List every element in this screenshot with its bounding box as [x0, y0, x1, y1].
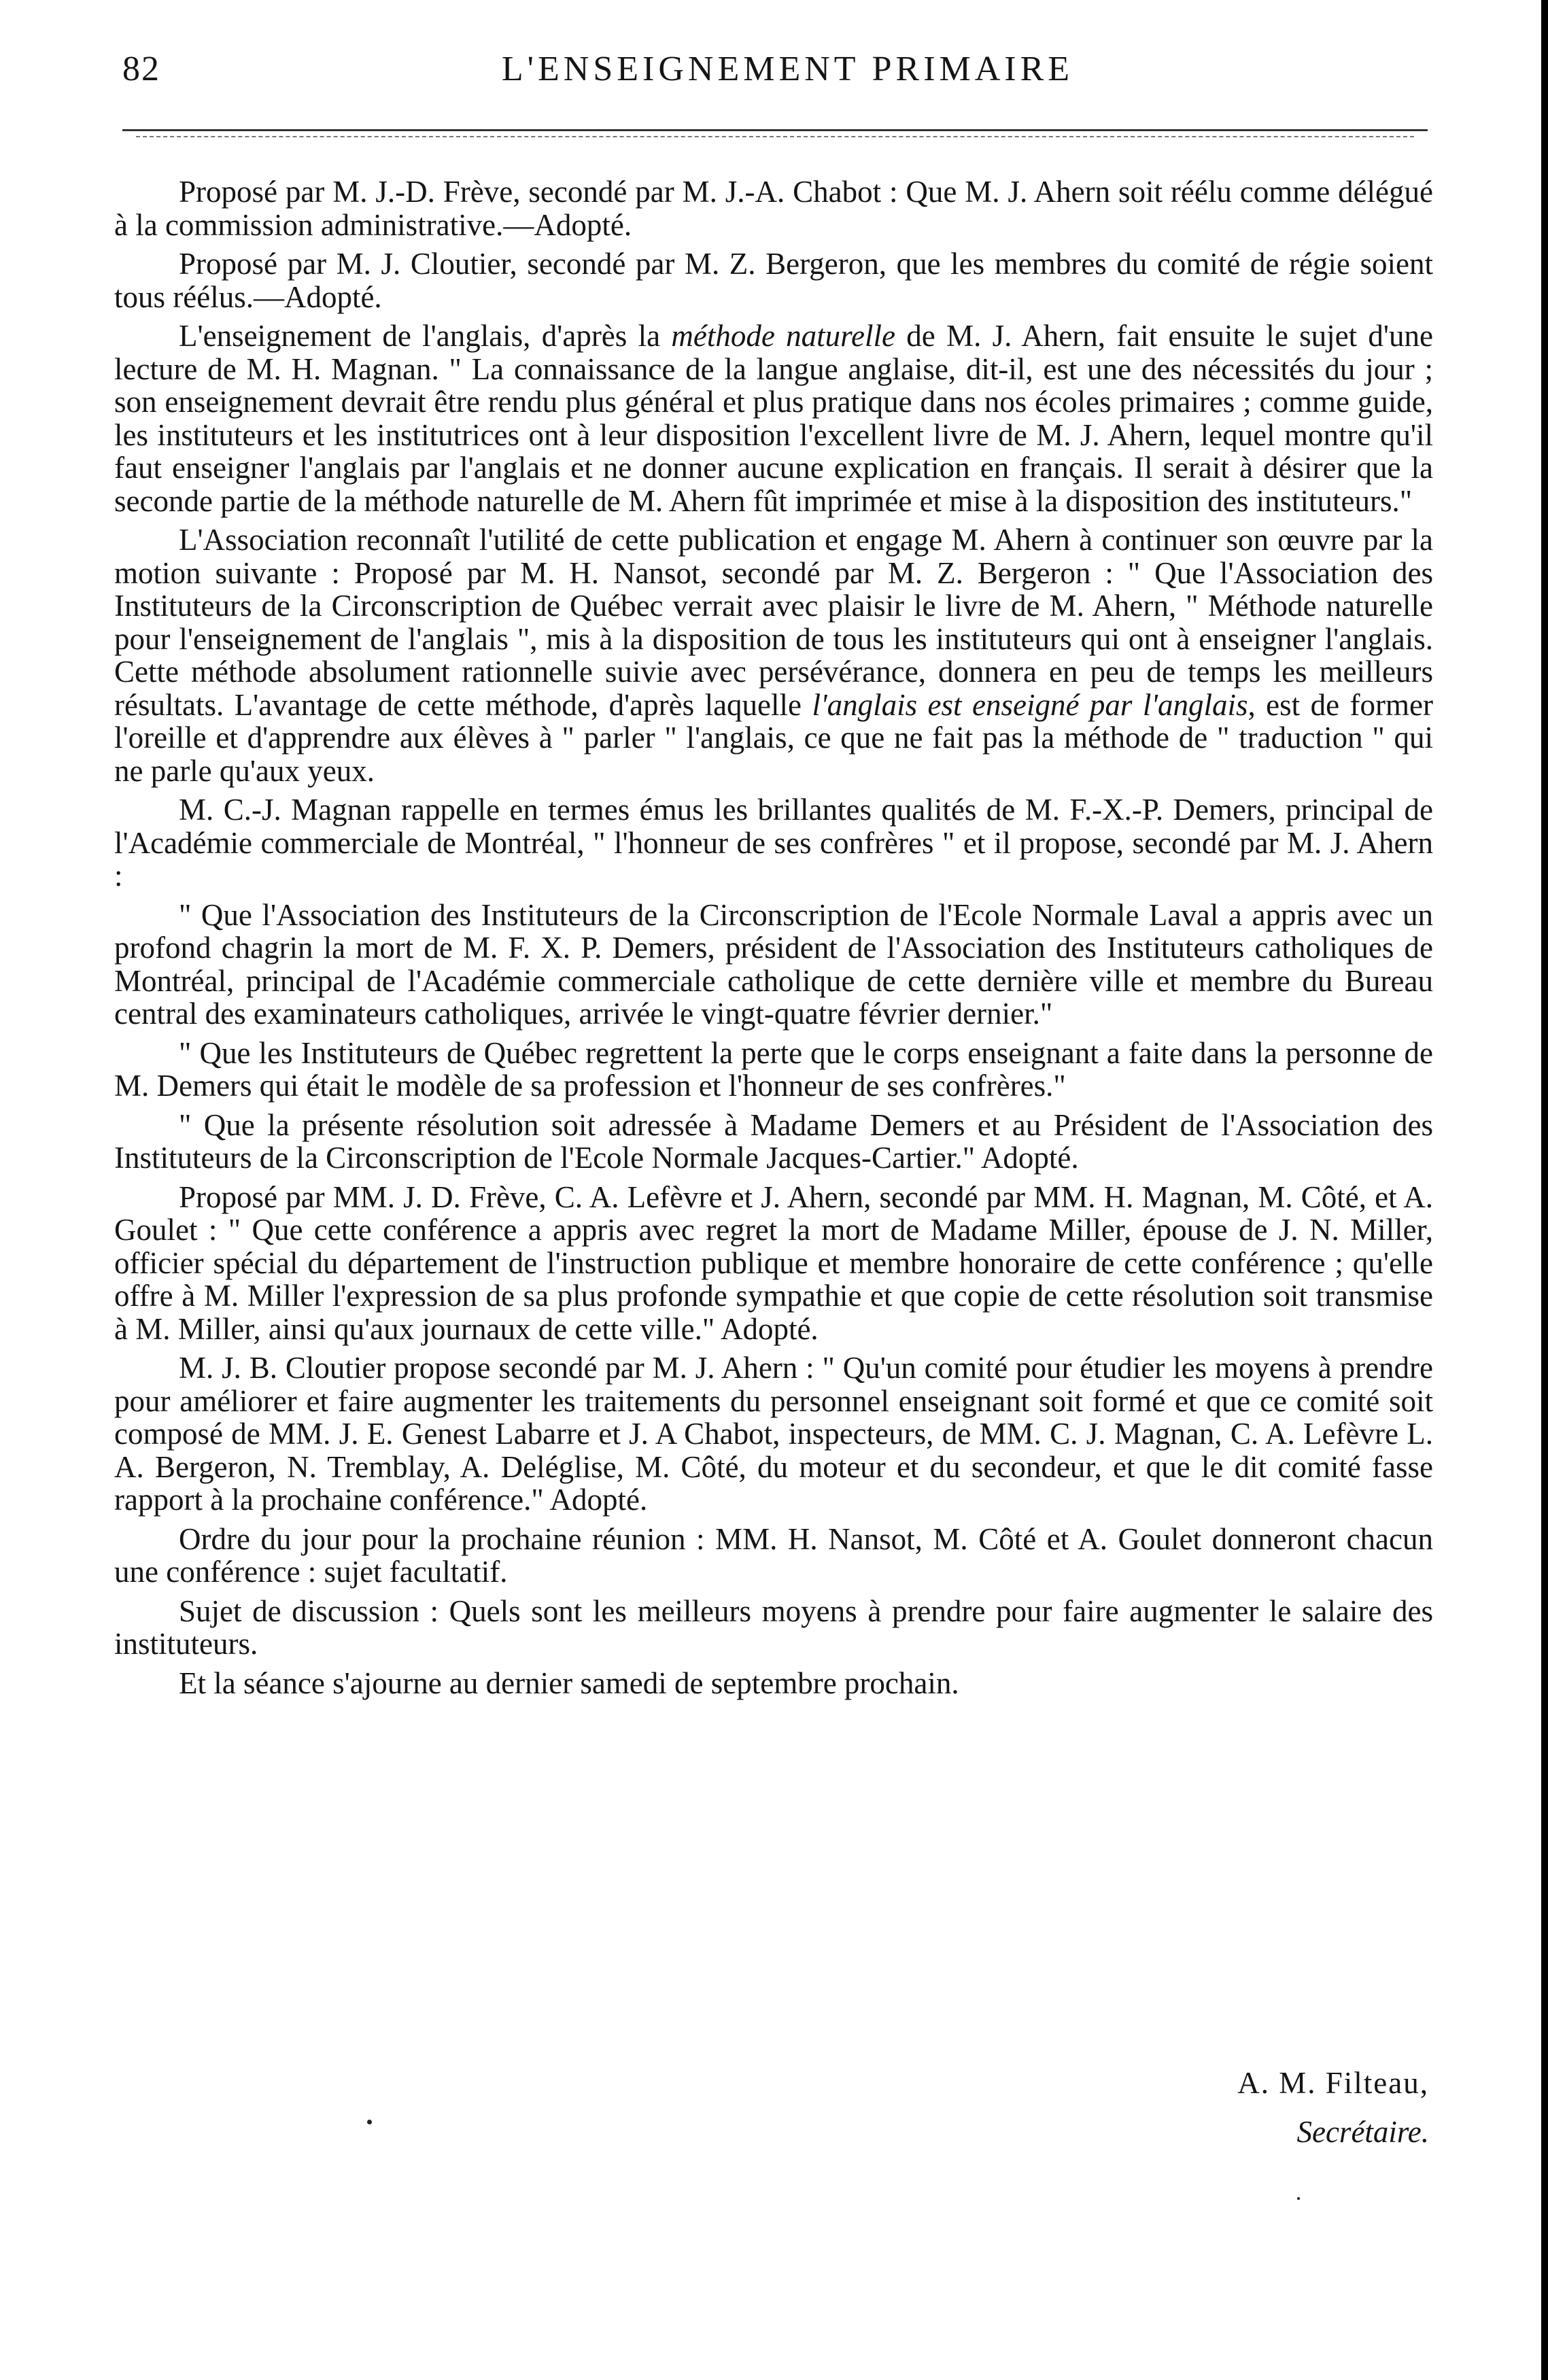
- paragraph-comite-traitements: M. J. B. Cloutier propose secondé par M. J. Ahern : " Qu'un comité pour étudier les moyens à prendre pour améliorer et faire augmenter les traitements du personnel enseignant soit formé et que ce comité soit composé de MM. J. E. Genest Labarre et J. A Chabot, inspecteurs, de MM. C. J. Magnan, C. A. Lefèvre L. A. Bergeron, N. Tremblay, A. Deléglise, M. Côté, du moteur et du secondeur, et que le dit comité fasse rapport à la prochaine conférence." Adopté.: [114, 1351, 1433, 1517]
- scan-speck: [1297, 2197, 1300, 2200]
- secretary-name: A. M. Filteau,: [1237, 2066, 1429, 2100]
- paragraph-comite-regie: Proposé par M. J. Cloutier, secondé par M. Z. Bergeron, que les membres du comité de régie soient tous réélus.—Adopté.: [114, 247, 1433, 314]
- scan-speck: [367, 2120, 372, 2124]
- running-title: L'ENSEIGNEMENT PRIMAIRE: [501, 50, 1074, 88]
- signature-block: [1237, 2058, 1429, 2156]
- paragraph-magnan-demers: M. C.-J. Magnan rappelle en termes émus les brillantes qualités de M. F.-X.-P. Demers, principal de l'Académie commerciale de Montréal, " l'honneur de ses confrères " et il propose, secondé par M. J. Ahern :: [114, 793, 1433, 893]
- scan-edge: [1541, 0, 1548, 2380]
- paragraph-motion-nansot: L'Association reconnaît l'utilité de cette publication et engage M. Ahern à continuer son œuvre par la motion suivante : Proposé par M. H. Nansot, secondé par M. Z. Bergeron : " Que l'Association des Instituteurs de la Circonscription de Québec verrait avec plaisir le livre de M. Ahern, " Méthode naturelle pour l'enseignement de l'anglais ", mis à la disposition de tous les instituteurs qui ont à enseigner l'anglais. Cette méthode absolument rationnelle suivie avec persévérance, donnera en peu de temps les meilleurs résultats. L'avantage de cette méthode, d'après laquelle l'anglais est enseigné par l'anglais, est de former l'oreille et d'apprendre aux élèves à " parler " l'anglais, ce que ne fait pas la méthode de " traduction " qui ne parle qu'aux yeux.: [114, 523, 1433, 788]
- article-body: [114, 175, 1433, 1706]
- paragraph-enseignement-anglais: L'enseignement de l'anglais, d'après la méthode naturelle de M. J. Ahern, fait ensuite le sujet d'une lecture de M. H. Magnan. " La connaissance de la langue anglaise, dit-il, est une des nécessités du jour ; son enseignement devrait être rendu plus général et plus pratique dans nos écoles primaires ; comme guide, les instituteurs et les institutrices ont à leur disposition l'excellent livre de M. J. Ahern, lequel montre qu'il faut enseigner l'anglais par l'anglais et ne donner aucune explication en français. Il serait à désirer que la seconde partie de la méthode naturelle de M. Ahern fût imprimée et mise à la disposition des instituteurs.": [114, 319, 1433, 518]
- italic-phrase: méthode naturelle: [671, 319, 895, 353]
- secretary-title: Secrétaire.: [1296, 2115, 1429, 2149]
- paragraph-ajournement: Et la séance s'ajourne au dernier samedi de septembre prochain.: [179, 1666, 959, 1700]
- paragraph-madame-miller: Proposé par MM. J. D. Frève, C. A. Lefèvre et J. Ahern, secondé par MM. H. Magnan, M. Côté, et A. Goulet : " Que cette conférence a appris avec regret la mort de Madame Miller, épouse de J. N. Miller, officier spécial du département de l'instruction publique et membre honoraire de cette conférence ; qu'elle offre à M. Miller l'expression de sa plus profonde sympathie et que copie de cette résolution soit transmise à M. Miller, ainsi qu'aux journaux de cette ville." Adopté.: [114, 1179, 1433, 1346]
- header-rule-dashed: [136, 136, 1414, 137]
- paragraph-delegue: Proposé par M. J.-D. Frève, secondé par M. J.-A. Chabot : Que M. J. Ahern soit réélu comme délégué à la commission administrative.—Adopté.: [114, 175, 1433, 242]
- paragraph-ordre-du-jour: Ordre du jour pour la prochaine réunion : MM. H. Nansot, M. Côté et A. Goulet donneront chacun une conférence : sujet facultatif.: [114, 1521, 1433, 1589]
- paragraph-resolution-regret: " Que les Instituteurs de Québec regrettent la perte que le corps enseignant a faite dans la personne de M. Demers qui était le modèle de sa profession et l'honneur de ses confrères.": [114, 1035, 1433, 1103]
- paragraph-resolution-laval: " Que l'Association des Instituteurs de la Circonscription de l'Ecole Normale Laval a appris avec un profond chagrin la mort de M. F. X. P. Demers, président de l'Association des Instituteurs catholiques de Montréal, principal de l'Académie commerciale catholique de cette dernière ville et membre du Bureau central des examinateurs catholiques, arrivée le vingt-quatre février dernier.": [114, 897, 1433, 1031]
- header-rule: [122, 129, 1428, 131]
- paragraph-resolution-adressee: " Que la présente résolution soit adressée à Madame Demers et au Président de l'Association des Instituteurs de la Circonscription de l'Ecole Normale Jacques-Cartier." Adopté.: [114, 1107, 1433, 1175]
- italic-phrase: l'anglais est enseigné par l'anglais: [812, 687, 1248, 722]
- paragraph-sujet-discussion: Sujet de discussion : Quels sont les meilleurs moyens à prendre pour faire augmenter le salaire des instituteurs.: [114, 1593, 1433, 1661]
- page-number: 82: [122, 50, 160, 88]
